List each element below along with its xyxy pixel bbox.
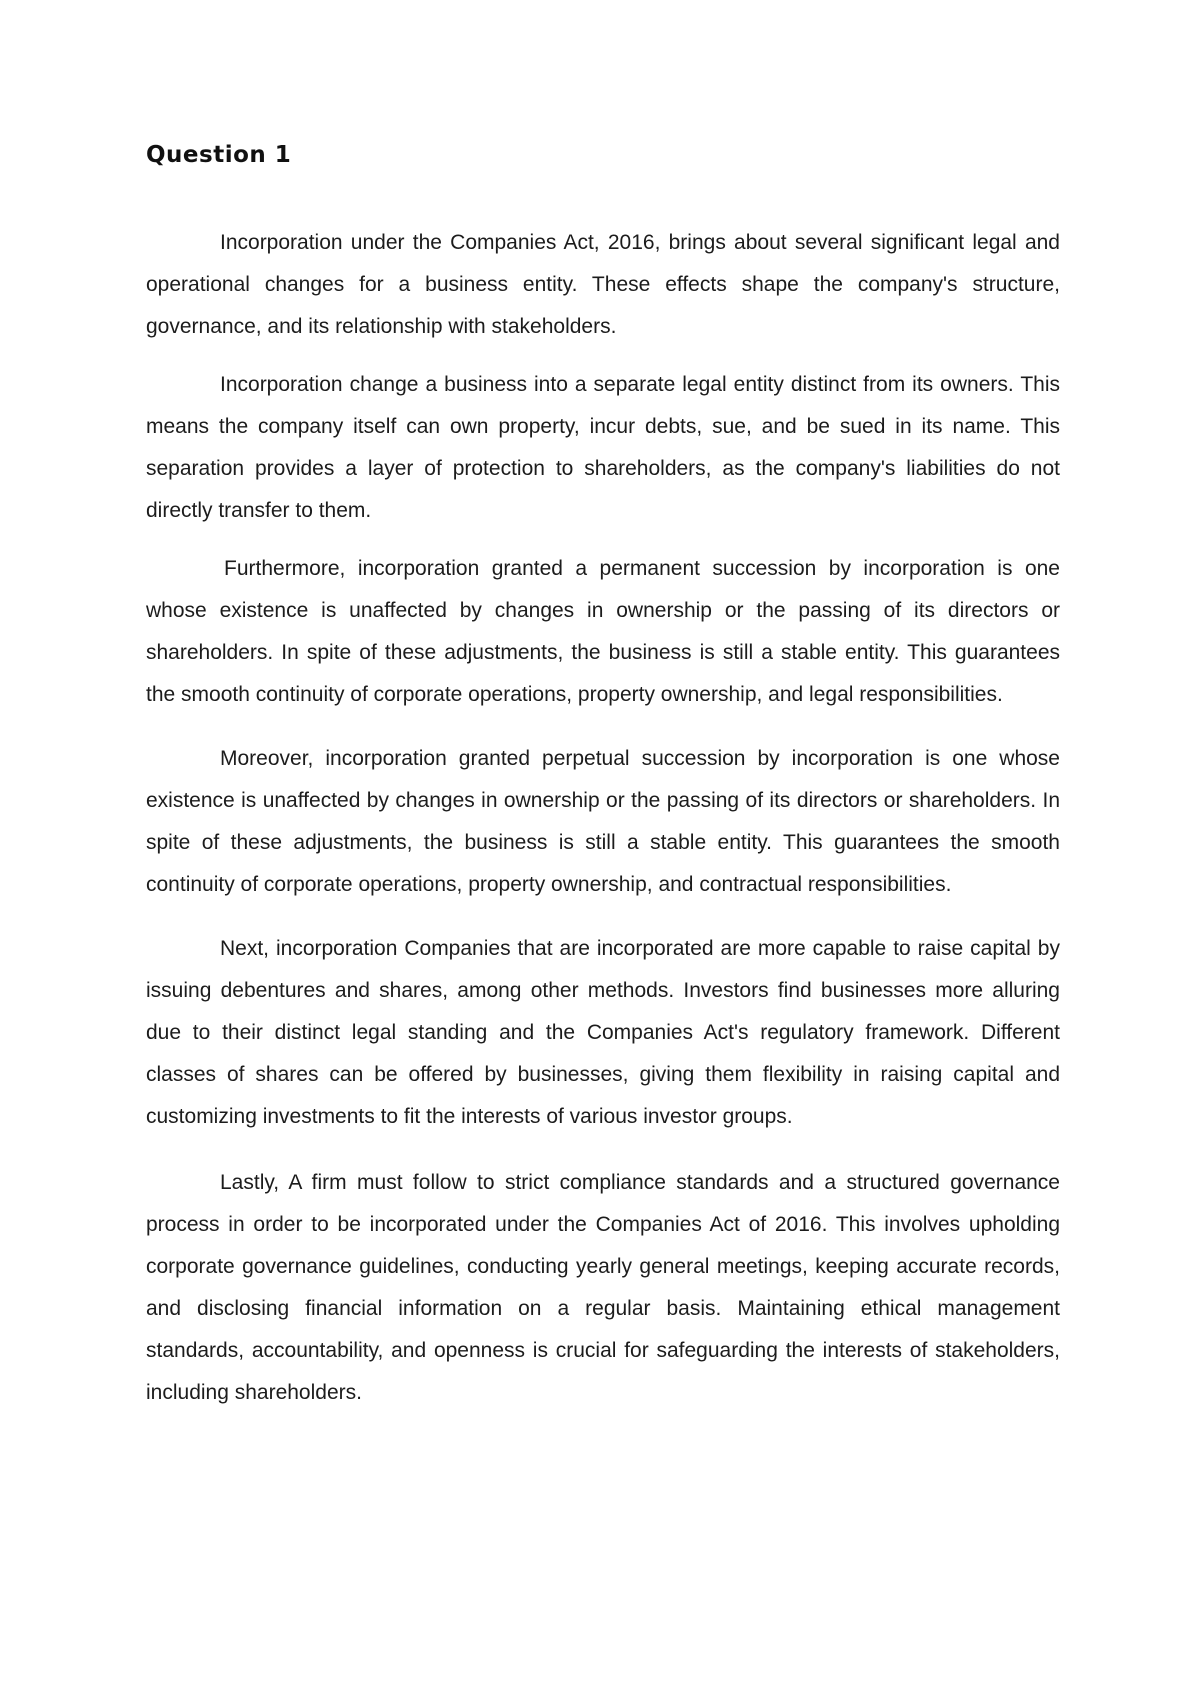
- question-heading: Question 1: [146, 142, 292, 168]
- paragraph-compliance-governance: Lastly, A firm must follow to strict compliance standards and a structured governance process in order to be incorporated under the Companies Act of 2016. This involves upholding corporate governance guidelines, conducting yearly general meetings, keeping accurate records, and disclosing financial information on a regular basis. Maintaining ethical management standards, accountability, and openness is crucial for safeguarding the interests of stakeholders, including shareholders.: [146, 1171, 1060, 1404]
- paragraph-introduction: Incorporation under the Companies Act, 2016, brings about several significant legal and operational changes for a business entity. These effects shape the company's structure, governance, and its relationship with stakeholders.: [146, 231, 1060, 338]
- paragraph-separate-legal-entity: Incorporation change a business into a separate legal entity distinct from its owners. This means the company itself can own property, incur debts, sue, and be sued in its name. This separation provides a layer of protection to shareholders, as the company's liabilities do not directly transfer to them.: [146, 373, 1060, 522]
- paragraph-raising-capital: Next, incorporation Companies that are incorporated are more capable to raise capital by issuing debentures and shares, among other methods. Investors find businesses more alluring due to their distinct legal standing and the Companies Act's regulatory framework. Different classes of shares can be offered by businesses, giving them flexibility in raising capital and customizing investments to fit the interests of various investor groups.: [146, 937, 1060, 1128]
- paragraph-perpetual-succession: Moreover, incorporation granted perpetual succession by incorporation is one whose existence is unaffected by changes in ownership or the passing of its directors or shareholders. In spite of these adjustments, the business is still a stable entity. This guarantees the smooth continuity of corporate operations, property ownership, and contractual responsibilities.: [146, 747, 1060, 896]
- document-body: [146, 142, 1060, 1414]
- paragraph-permanent-succession: Furthermore, incorporation granted a permanent succession by incorporation is one whose existence is unaffected by changes in ownership or the passing of its directors or shareholders. In spite of these adjustments, the business is still a stable entity. This guarantees the smooth continuity of corporate operations, property ownership, and legal responsibilities.: [146, 557, 1060, 706]
